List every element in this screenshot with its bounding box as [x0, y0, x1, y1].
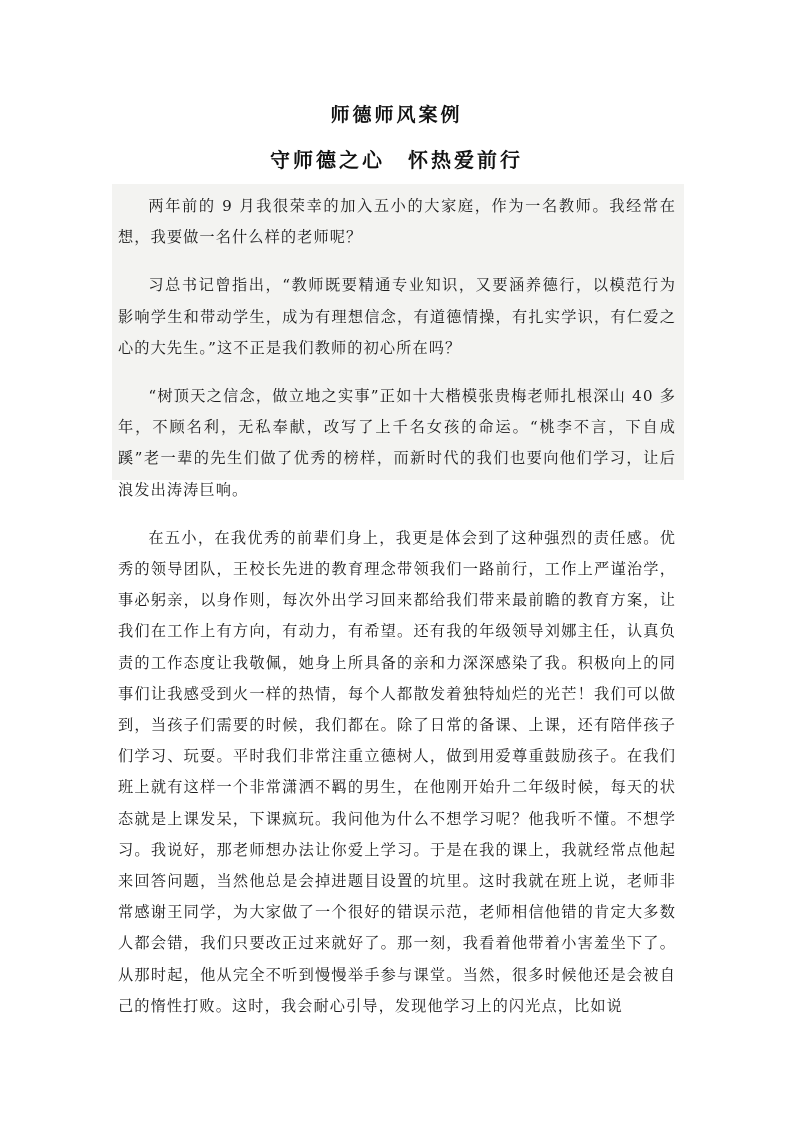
document-title: 师德师风案例 [330, 104, 463, 126]
paragraph-role-models: “树顶天之信念，做立地之实事”正如十大楷模张贵梅老师扎根深山 40 多年，不顾名利，无私奉献，改写了上千名女孩的命运。“桃李不言，下自成蹊”老一辈的先生们做了优秀的榜样，而新时代的我们也要向他们学习，让后浪发出涛涛巨响。 [118, 387, 676, 499]
paragraph-school-experience: 在五小，在我优秀的前辈们身上，我更是体会到了这种强烈的责任感。优秀的领导团队，王校长先进的教育理念带领我们一路前行，工作上严谨治学，事必躬亲，以身作则，每次外出学习回来都给我们带来最前瞻的教育方案，让我们在工作上有方向，有动力，有希望。还有我的年级领导刘娜主任，认真负责的工作态度让我敬佩，她身上所具备的亲和力深深感染了我。积极向上的同事们让我感受到火一样的热情，每个人都散发着独特灿烂的光芒！我们可以做到，当孩子们需要的时候，我们都在。除了日常的备课、上课，还有陪伴孩子们学习、玩耍。平时我们非常注重立德树人，做到用爱尊重鼓励孩子。在我们班上就有这样一个非常潇洒不羁的男生，在他刚开始升二年级时候，每天的状态就是上课发呆，下课疯玩。我问他为什么不想学习呢？他我听不懂。不想学习。我说好，那老师想办法让你爱上学习。于是在我的课上，我就经常点他起来回答问题，当然他总是会掉进题目设置的坑里。这时我就在班上说，老师非常感谢王同学，为大家做了一个很好的错误示范，老师相信他错的肯定大多数人都会错，我们只要改正过来就好了。那一刻，我看着他带着小害羞坐下了。从那时起，他从完全不听到慢慢举手参与课堂。当然，很多时候他还是会被自己的惰性打败。这时，我会耐心引导，发现他学习上的闪光点，比如说 [118, 528, 676, 1015]
paragraph-quote-xi: 习总书记曾指出，“教师既要精通专业知识，又要涵养德行，以模范行为影响学生和带动学生，成为有理想信念，有道德情操，有扎实学识，有仁爱之心的大先生。”这不正是我们教师的初心所在吗？ [118, 276, 676, 357]
document-subtitle: 守师德之心 怀热爱前行 [270, 148, 523, 172]
paragraph-intro: 两年前的 9 月我很荣幸的加入五小的大家庭，作为一名教师。我经常在想，我要做一名什么样的老师呢？ [118, 197, 676, 247]
document-body [118, 191, 676, 1022]
